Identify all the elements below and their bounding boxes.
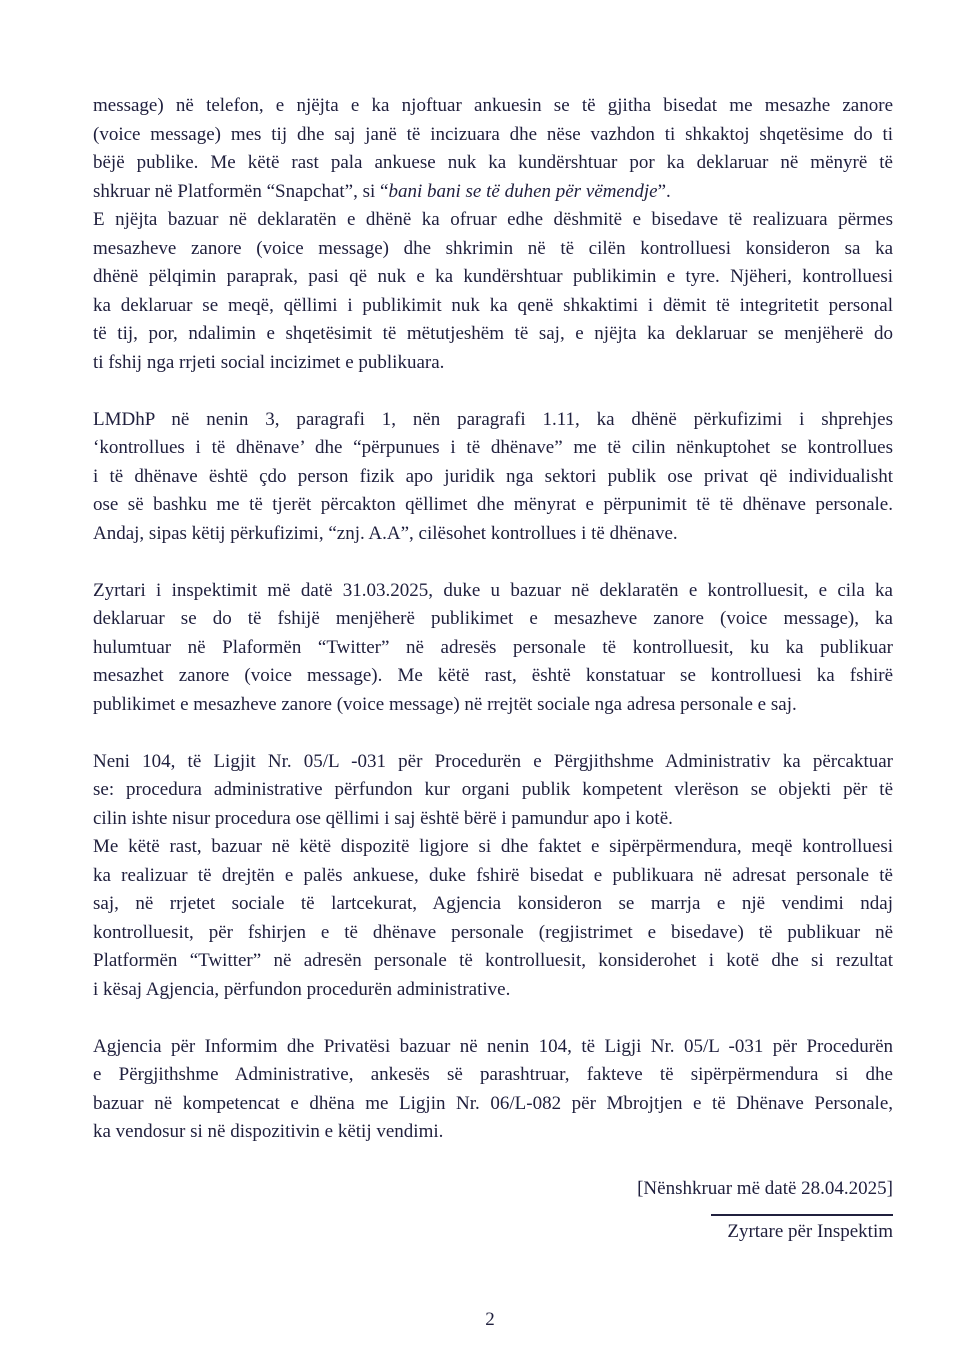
- text-line: [93, 206, 893, 235]
- text-segment: hulumtuar në Plaformën “Twitter” në adresës personale të kontrolluesit, ku ka publikuar: [93, 636, 893, 658]
- text-line: [93, 577, 893, 606]
- signature-block: [93, 1175, 893, 1246]
- text-segment: ose së bashku me të tjerët përcakton qëllimet dhe mënyrat e përpunimit të të dhënave personale.: [93, 494, 893, 515]
- text-line: [93, 776, 893, 805]
- page-number: 2: [485, 1309, 495, 1330]
- text-line: [93, 235, 893, 264]
- document-body: [93, 92, 893, 1147]
- text-line: [93, 691, 893, 720]
- text-segment: ”.: [657, 180, 671, 202]
- text-segment: saj, në rrjetet sociale të lartcekurat, Agjencia konsideron se marrja e një vendimi ndaj: [93, 893, 893, 914]
- text-line: [93, 406, 893, 435]
- text-line: [93, 1118, 893, 1147]
- text-segment: bëjë publike. Me këtë rast pala ankuese nuk ka kundërshtuar por ka deklaruar në mënyrë të: [93, 152, 893, 173]
- text-line: [93, 434, 893, 463]
- text-segment: i të dhënave është çdo person fizik apo juridik nga sektori publik ose privat që individualisht: [93, 465, 893, 487]
- text-line: [93, 1033, 893, 1062]
- text-segment: message) në telefon, e njëjta e ka njoftuar ankuesin se të gjitha bisedat me mesazhe zanore: [93, 95, 893, 116]
- text-segment: cilin ishte nisur procedura ose qëllimi i saj është bërë i pamundur apo i kotë.: [93, 807, 673, 829]
- text-line: [93, 634, 893, 663]
- signature-line: [711, 1214, 893, 1216]
- text-line: [93, 833, 893, 862]
- text-segment: bazuar në kompetencat e dhëna me Ligjin Nr. 06/L-082 për Mbrojtjen e të Dhënave Personale,: [93, 1092, 893, 1114]
- text-line: [93, 263, 893, 292]
- text-line: [93, 919, 893, 948]
- text-segment: i kësaj Agjencia, përfundon procedurën administrative.: [93, 978, 511, 1000]
- paragraph-1: [93, 92, 893, 206]
- text-line: [93, 748, 893, 777]
- text-line: [93, 292, 893, 321]
- text-line: [93, 520, 893, 549]
- text-segment: ka deklaruar se meqë, qëllimi i publikimit nuk ka qenë shkaktimi i dëmit të integritetit personal: [93, 294, 893, 316]
- text-segment: ‘kontrollues i të dhënave’ dhe “përpunues i të dhënave” me të cilin nënkuptohet se kontrollues: [93, 437, 893, 458]
- text-line: [93, 1090, 893, 1119]
- text-segment: mesazheve zanore (voice message) dhe shkrimin në të cilën kontrolluesi konsideron sa ka: [93, 237, 893, 259]
- text-segment: Andaj, sipas këtij përkufizimi, “znj. A.A”, cilësohet kontrollues i të dhënave.: [93, 522, 678, 544]
- text-line: [93, 890, 893, 919]
- text-line: [93, 1061, 893, 1090]
- text-line: [93, 491, 893, 520]
- text-line: [93, 463, 893, 492]
- text-segment: Me këtë rast, bazuar në këtë dispozitë ligjore si dhe faktet e sipërpërmendura, meqë kontrolluesi: [93, 836, 893, 857]
- text-line: [93, 349, 893, 378]
- text-line: [93, 320, 893, 349]
- text-segment: Agjencia për Informim dhe Privatësi bazuar në nenin 104, të Ligji Nr. 05/L -031 për Procedurën: [93, 1035, 893, 1057]
- text-segment: Neni 104, të Ligjit Nr. 05/L -031 për Procedurën e Përgjithshme Administrativ ka përcaktuar: [93, 750, 893, 772]
- text-segment: mesazhet zanore (voice message). Me këtë rast, është konstatuar se kontrolluesi ka fshirë: [93, 665, 893, 686]
- text-line: [93, 121, 893, 150]
- text-segment: (voice message) mes tij dhe saj janë të incizuara dhe nëse vazhdon ti shkaktoj shqetësime do ti: [93, 123, 893, 145]
- text-line: [93, 178, 893, 207]
- text-segment: LMDhP në nenin 3, paragrafi 1, nën paragrafi 1.11, ka dhënë përkufizimi i shprehjes: [93, 408, 893, 430]
- text-line: [93, 947, 893, 976]
- text-line: [93, 862, 893, 891]
- text-segment: të tij, por, ndalimin e shqetësimit të mëtutjeshëm të saj, e njëjta ka deklaruar se menjëherë do: [93, 323, 893, 344]
- paragraph-5: [93, 748, 893, 834]
- text-segment: kontrolluesit, për fshirjen e të dhënave personale (regjistrimet e bisedave) të publikuar në: [93, 921, 893, 943]
- text-segment: ti fshij nga rrjeti social incizimet e publikuara.: [93, 351, 445, 373]
- paragraph-4: [93, 577, 893, 720]
- paragraph-3: [93, 406, 893, 549]
- paragraph-2: [93, 206, 893, 377]
- text-segment: deklaruar se do të fshijë menjëherë publikimet e mesazheve zanore (voice message), ka: [93, 608, 893, 629]
- text-segment: publikimet e mesazheve zanore (voice message) në rrejtët sociale nga adresa personale e saj.: [93, 693, 797, 715]
- text-segment: dhënë pëlqimin paraprak, pasi që nuk e ka kundërshtuar publikimin e tyre. Njëheri, kontrolluesi: [93, 266, 893, 287]
- quoted-italic-text: bani bani se të duhen për vëmendje: [388, 180, 658, 202]
- text-segment: Platformën “Twitter” në adresën personale të kontrolluesit, konsiderohet i kotë dhe si rezultat: [93, 950, 893, 971]
- signature-role: Zyrtare për Inspektim: [727, 1220, 893, 1242]
- text-segment: ka vendosur si në dispozitivin e këtij vendimi.: [93, 1121, 444, 1142]
- text-line: [93, 976, 893, 1005]
- text-segment: Zyrtari i inspektimit më datë 31.03.2025, duke u bazuar në deklaratën e kontrolluesit, e cila ka: [93, 579, 893, 601]
- text-segment: e Përgjithshme Administrative, ankesës së parashtruar, fakteve të sipërpërmendura si dhe: [93, 1064, 893, 1085]
- text-segment: shkruar në Platformën “Snapchat”, si “: [93, 180, 389, 202]
- text-line: [93, 805, 893, 834]
- text-segment: E njëjta bazuar në deklaratën e dhënë ka ofruar edhe dëshmitë e bisedave të realizuara përmes: [93, 209, 893, 230]
- text-segment: se: procedura administrative përfundon kur organi publik kompetent vlerëson se objekti për të: [93, 779, 893, 800]
- paragraph-6: [93, 833, 893, 1004]
- document-page: [93, 92, 893, 1246]
- text-line: [93, 605, 893, 634]
- signature-date: [Nënshkruar më datë 28.04.2025]: [637, 1178, 893, 1199]
- text-line: [93, 662, 893, 691]
- paragraph-7: [93, 1033, 893, 1147]
- text-segment: ka realizuar të drejtën e palës ankuese, duke fshirë bisedat e publikuara në adresat personale të: [93, 864, 893, 886]
- text-line: [93, 149, 893, 178]
- text-line: [93, 92, 893, 121]
